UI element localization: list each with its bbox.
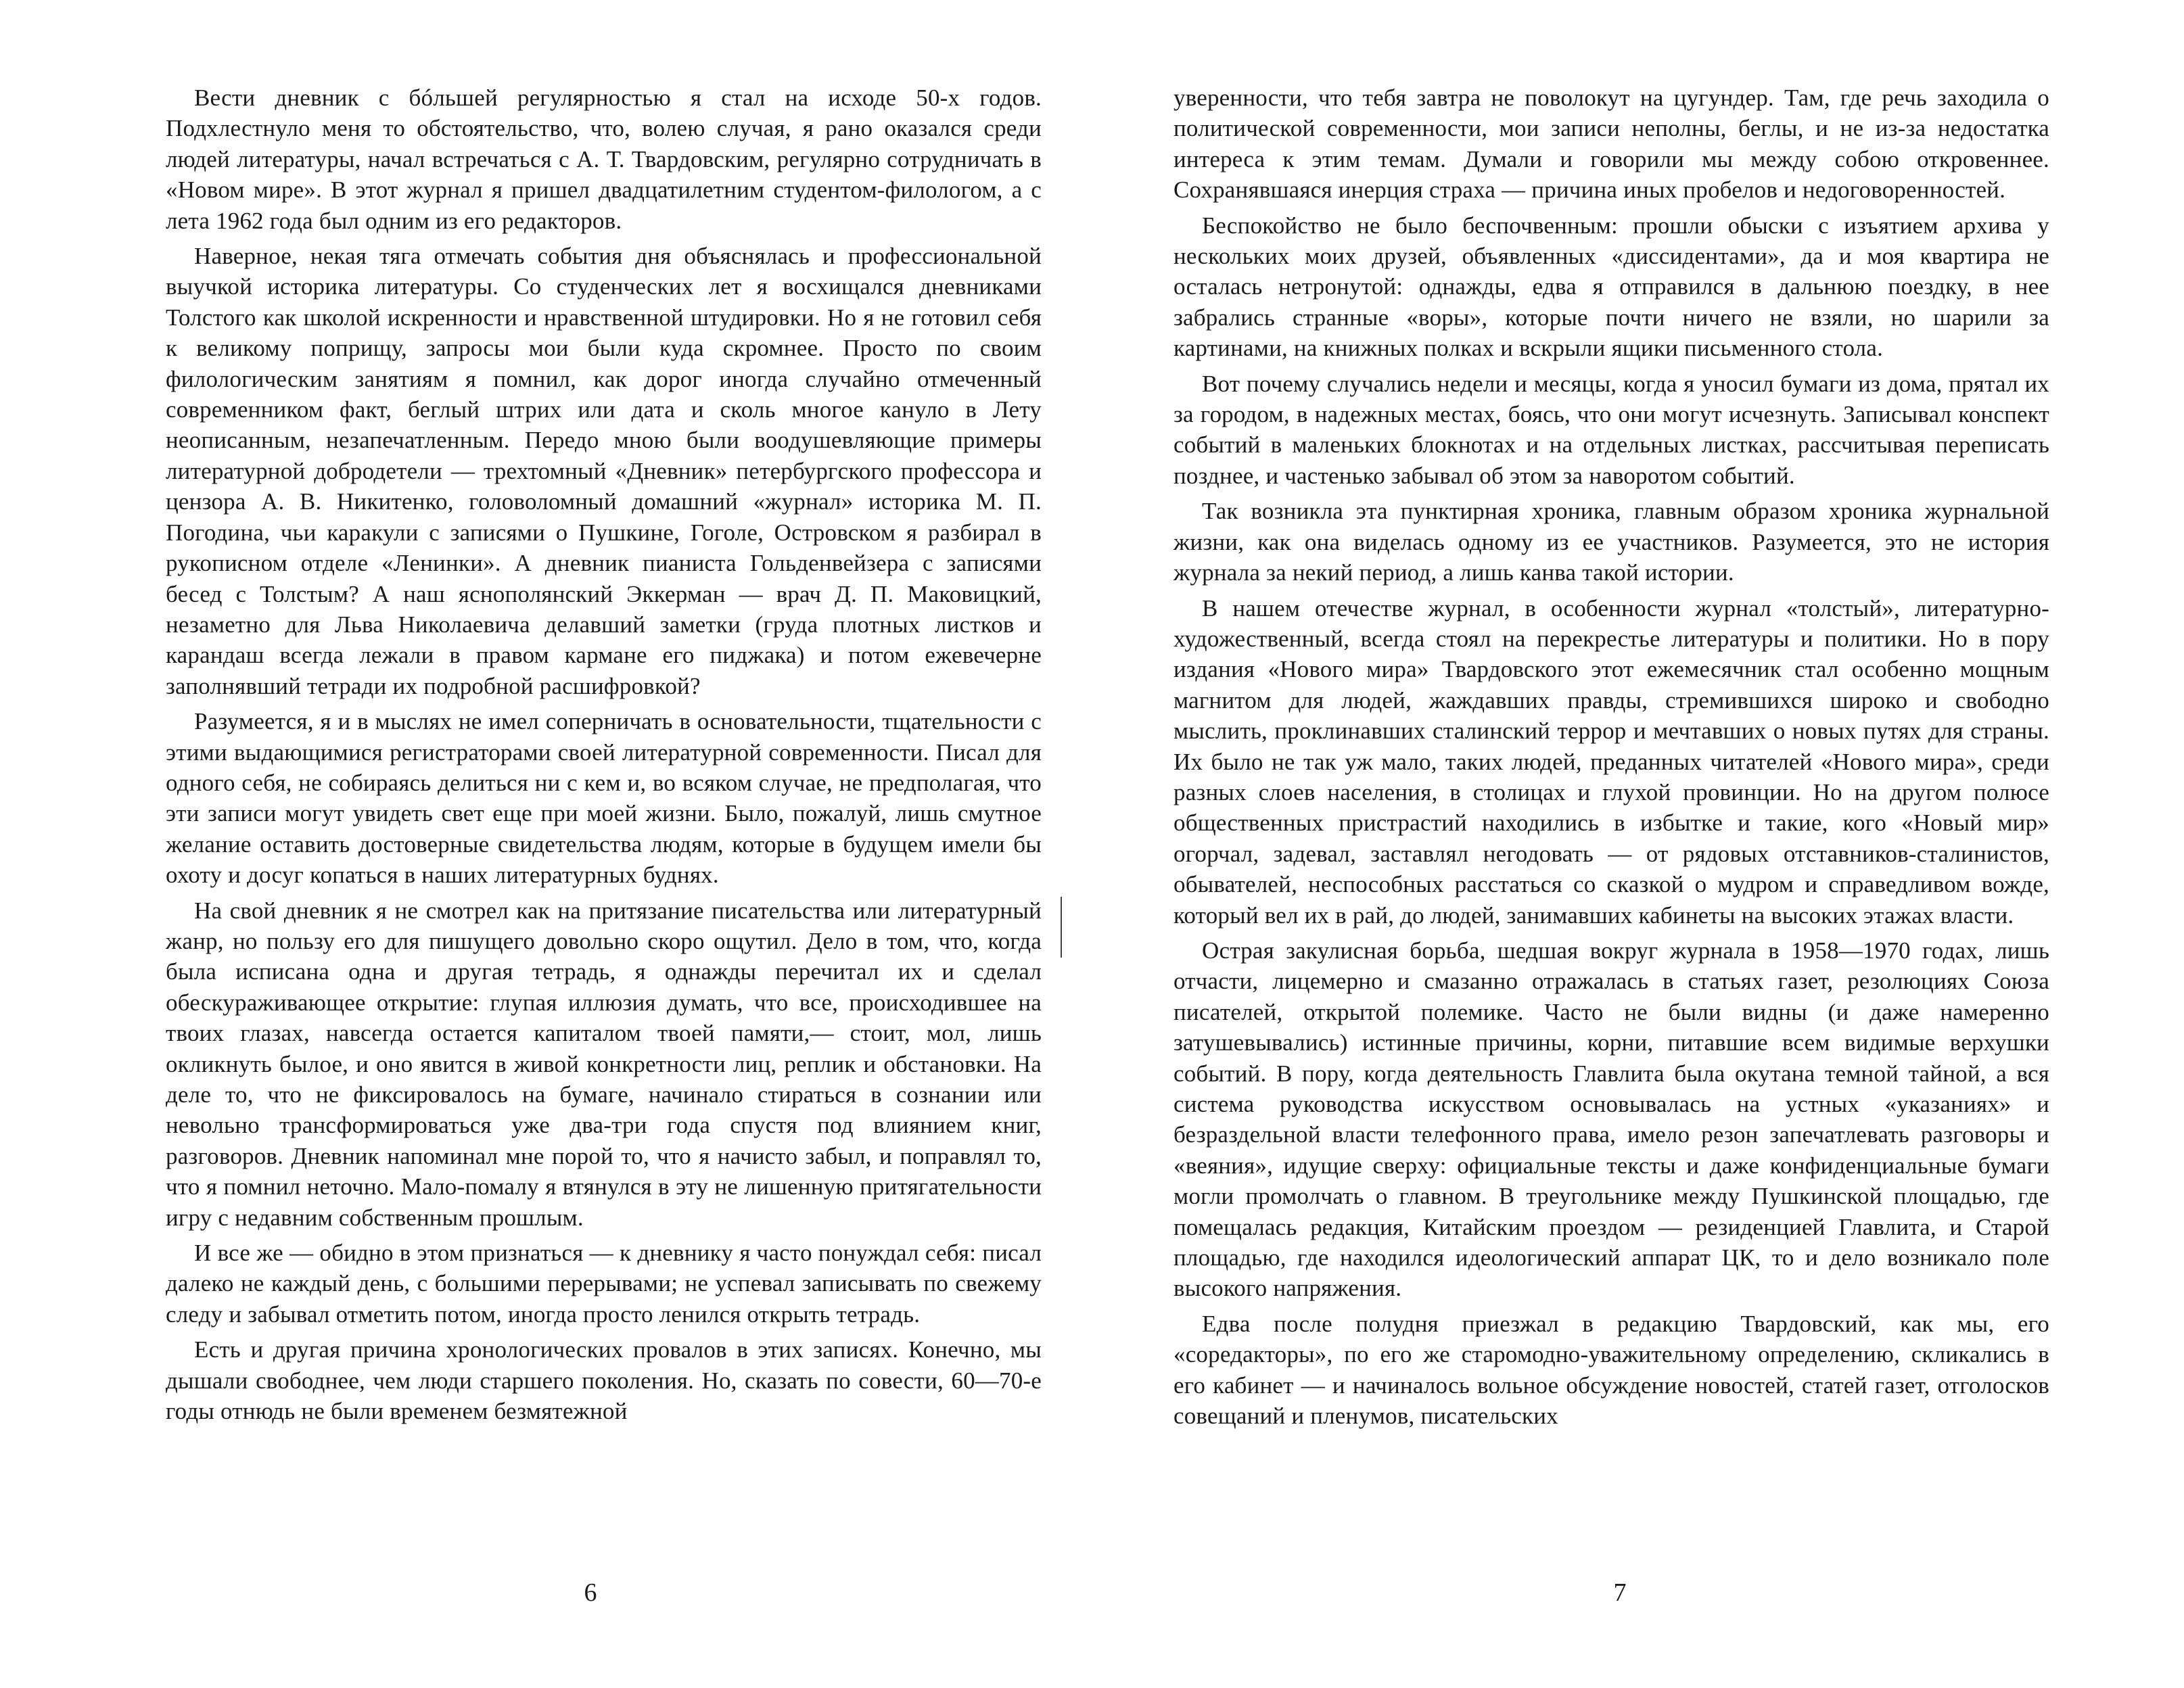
- left-paragraph-3: Разумеется, я и в мыслях не имел соперничать в основательности, тщательности с этими выдающимися регистраторами своей литературной современности. Писал для одного себя, не собираясь делиться ни с кем и, во всяком случае, не предполагая, что эти записи могут увидеть свет еще при моей жизни. Было, пожалуй, лишь смутное желание оставить достоверные свидетельства людям, которые в будущем имели бы охоту и досуг копаться в наших литературных буднях.: [166, 708, 1042, 889]
- right-paragraph-7: Едва после полудня приезжал в редакцию Твардовский, как мы, его «соредакторы», по его же старомодно-уважительному определению, скликались в его кабинет — и начиналось вольное обсуждение новостей, статей газет, отголосков совещаний и пленумов, писательских: [1174, 1310, 2049, 1430]
- left-paragraph-5: И все же — обидно в этом признаться — к дневнику я часто понуждал себя: писал далеко не каждый день, с большими перерывами; не успевал записывать по свежему следу и забывал отметить потом, иногда просто ленился открыть тетрадь.: [166, 1240, 1042, 1328]
- right-page-number: 7: [1613, 1578, 1627, 1607]
- left-paragraph-2: Наверное, некая тяга отмечать события дня объяснялась и профессиональной выучкой историка литературы. Со студенческих лет я восхищался дневниками Толстого как школой искренности и нравственной штудировки. Но я не готовил себя к великому поприщу, запросы мои были куда скромнее. Просто по своим филологическим занятиям я помнил, как дорог иногда случайно отмеченный современником факт, беглый штрих или дата и сколь многое кануло в Лету неописанным, незапечатленным. Передо мною были воодушевляющие примеры литературной добродетели — трехтомный «Дневник» петербургского профессора и цензора А. В. Никитенко, головоломный домашний «журнал» историка М. П. Погодина, чьи каракули с записями о Пушкине, Гоголе, Островском я разбирал в рукописном отделе «Ленинки». А дневник пианиста Гольденвейзера с записями бесед с Толстым? А наш яснополянский Эккерман — врач Д. П. Маковицкий, незаметно для Льва Николаевича делавший заметки (груда плотных листков и карандаш всегда лежали в правом кармане его пиджака) и потом ежевечерне заполнявший тетради их подробной расшифровкой?: [166, 243, 1042, 699]
- left-page: [166, 83, 1042, 1426]
- left-paragraph-6: Есть и другая причина хронологических провалов в этих записях. Конечно, мы дышали свободнее, чем люди старшего поколения. Но, сказать по совести, 60—70-е годы отнюдь не были временем безмятежной: [166, 1336, 1042, 1425]
- right-paragraph-4: Так возникла эта пунктирная хроника, главным образом хроника журнальной жизни, как она виделась одному из ее участников. Разумеется, это не история журнала за некий период, а лишь канва такой истории.: [1174, 498, 2049, 586]
- right-paragraph-2: Беспокойство не было беспочвенным: прошли обыски с изъятием архива у нескольких моих друзей, объявленных «диссидентами», да и моя квартира не осталась нетронутой: однажды, едва я отправился в дальнюю поездку, в нее забрались странные «воры», которые почти ничего не взяли, но шарили за картинами, на книжных полках и вскрыли ящики письменного стола.: [1174, 212, 2049, 362]
- right-paragraph-6: Острая закулисная борьба, шедшая вокруг журнала в 1958—1970 годах, лишь отчасти, лицемерно и смазанно отражалась в статьях газет, резолюциях Союза писателей, открытой полемике. Часто не были видны (и даже намеренно затушевывались) истинные причины, корни, питавшие всем видимые верхушки событий. В пору, когда деятельность Главлита была окутана темной тайной, а вся система руководства искусством основывалась на устных «указаниях» и безраздельной власти телефонного права, имело резон запечатлевать разговоры и «веяния», идущие сверху: официальные тексты и даже конфиденциальные бумаги могли промолчать о главном. В треугольнике между Пушкинской площадью, где помещалась редакция, Китайским проездом — резиденцией Главлита, и Старой площадью, где находился идеологический аппарат ЦК, то и дело возникало поле высокого напряжения.: [1174, 937, 2049, 1302]
- gutter-mark: [1061, 897, 1062, 958]
- right-paragraph-3: Вот почему случались недели и месяцы, когда я уносил бумаги из дома, прятал их за городом, в надежных местах, боясь, что они могут исчезнуть. Записывал конспект событий в маленьких блокнотах и на отдельных листках, рассчитывая переписать позднее, и частенько забывал об этом за наворотом событий.: [1174, 370, 2049, 489]
- right-page: [1174, 83, 2049, 1431]
- left-page-number: 6: [584, 1578, 597, 1607]
- right-paragraph-5: В нашем отечестве журнал, в особенности журнал «толстый», литературно-художественный, всегда стоял на перекрестье литературы и политики. Но в пору издания «Нового мира» Твардовского этот ежемесячник стал особенно мощным магнитом для людей, жаждавших правды, стремившихся широко и свободно мыслить, проклинавших сталинский террор и мечтавших о новых путях для страны. Их было не так уж мало, таких людей, преданных читателей «Нового мира», среди разных слоев населения, в столицах и глухой провинции. Но на другом полюсе общественных пристрастий находились в избытке и такие, кого «Новый мир» огорчал, задевал, заставлял негодовать — от рядовых отставников-сталинистов, обывателей, неспособных расстаться со сказкой о мудром и справедливом вожде, который вел их в рай, до людей, занимавших кабинеты на высоких этажах власти.: [1174, 594, 2049, 929]
- right-paragraph-1: уверенности, что тебя завтра не поволокут на цугундер. Там, где речь заходила о политической современности, мои записи неполны, беглы, и не из-за недостатка интереса к этим темам. Думали и говорили мы между собою откровеннее. Сохранявшаяся инерция страха — причина иных пробелов и недоговоренностей.: [1174, 85, 2049, 204]
- left-paragraph-4: На свой дневник я не смотрел как на притязание писательства или литературный жанр, но пользу его для пишущего довольно скоро ощутил. Дело в том, что, когда была исписана одна и другая тетрадь, я однажды перечитал их и сделал обескураживающее открытие: глупая иллюзия думать, что все, происходившее на твоих глазах, навсегда остается капиталом твоей памяти,— стоит, мол, лишь окликнуть былое, и оно явится в живой конкретности лиц, реплик и обстановки. На деле то, что не фиксировалось на бумаге, начинало стираться в сознании или невольно трансформироваться уже два-три года спустя под влиянием книг, разговоров. Дневник напоминал мне порой то, что я начисто забыл, и поправлял то, что я помнил неточно. Мало-помалу я втянулся в эту не лишенную притягательности игру с недавним собственным прошлым.: [166, 897, 1042, 1231]
- left-paragraph-1: Вести дневник с бóльшей регулярностью я стал на исходе 50-х годов. Подхлестнуло меня то обстоятельство, что, волею случая, я рано оказался среди людей литературы, начал встречаться с А. Т. Твардовским, регулярно сотрудничать в «Новом мире». В этот журнал я пришел двадцатилетним студентом-филологом, а с лета 1962 года был одним из его редакторов.: [166, 85, 1042, 234]
